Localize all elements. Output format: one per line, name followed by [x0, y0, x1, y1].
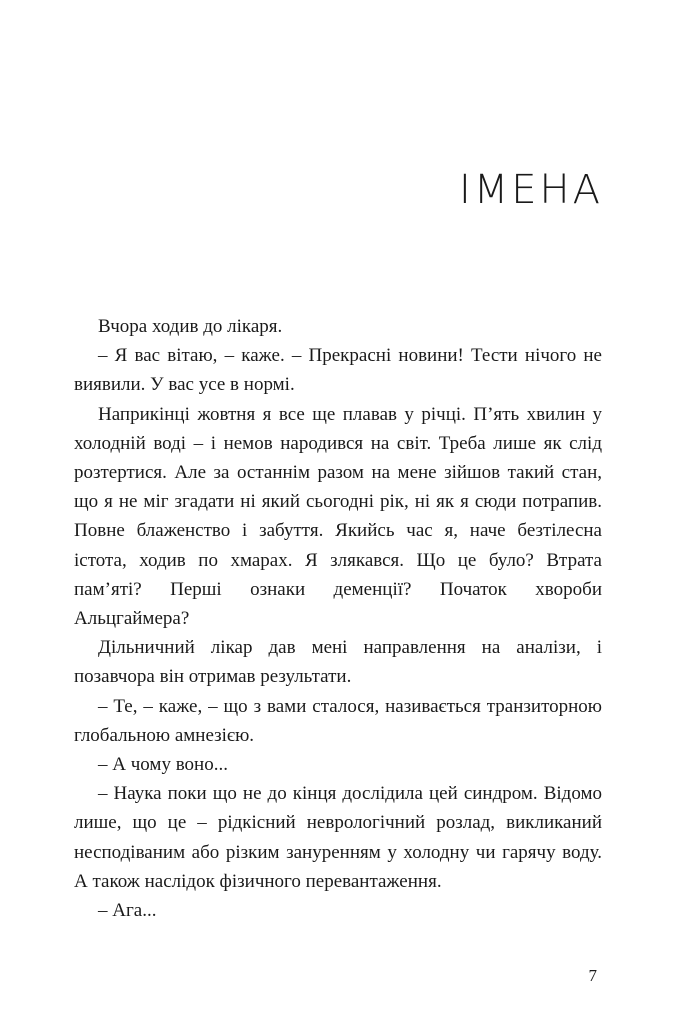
paragraph: Дільничний лікар дав мені направлення на аналізи, і позавчора він отримав результати. — [74, 637, 602, 688]
paragraph: Наприкінці жовтня я все ще плавав у річці. П’ять хвилин у холодній воді – і немов народився на світ. Треба лише як слід розтертися. Але за останнім разом на мене зійшов такий стан, що я не міг згадати ні який сьогодні рік, ні як я сюди потрапив. Повне блаженство і забуття. Якийсь час я, наче безтілесна істота, ходив по хмарах. Я злякався. Що це було? Втрата пам’яті? Перші ознаки деменції? Початок хвороби Альцгаймера? — [74, 403, 602, 630]
chapter-title: ІМЕНА — [458, 167, 603, 213]
paragraph: – Я вас вітаю, – каже. – Прекрасні новини! Тести нічого не виявили. У вас усе в нормі. — [74, 345, 602, 396]
paragraph: – Ага... — [98, 900, 157, 922]
paragraph: – Те, – каже, – що з вами сталося, називається транзиторною глобальною амнезією. — [74, 695, 602, 746]
page-number: 7 — [588, 966, 597, 985]
paragraph: – Наука поки що не до кінця дослідила цей синдром. Відомо лише, що це – рідкісний неврологічний розлад, викликаний несподіваним або різким зануренням у холодну чи гарячу воду. А також наслідок фізичного перевантаження. — [74, 783, 602, 892]
paragraph: – А чому воно... — [98, 754, 228, 776]
paragraph: Вчора ходив до лікаря. — [98, 316, 283, 337]
chapter-body — [74, 312, 602, 925]
